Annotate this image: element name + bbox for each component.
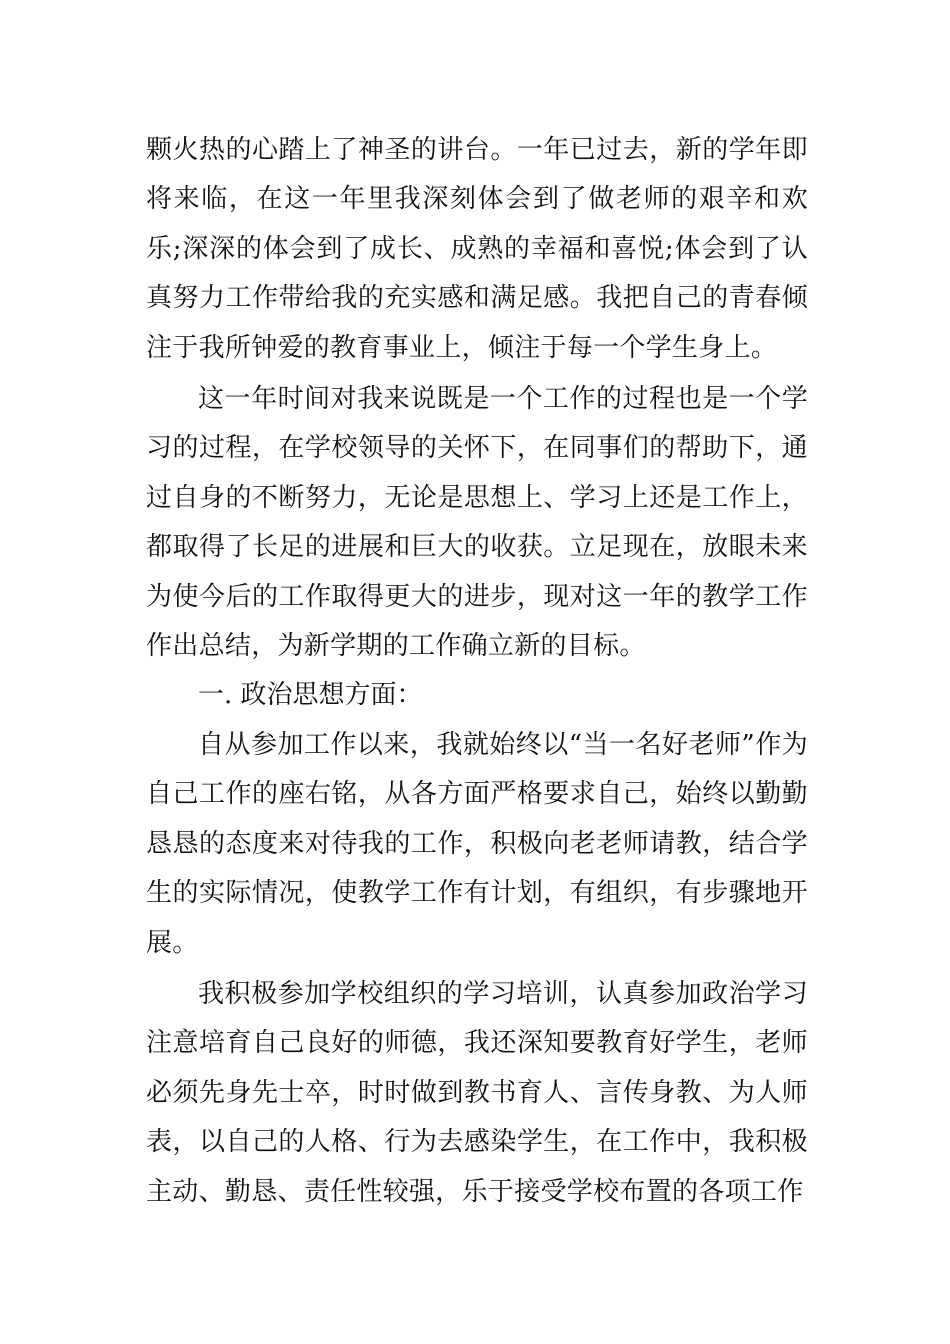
paragraph-continuation: 颗火热的心踏上了神圣的讲台。一年已过去，新的学年即将来临，在这一年里我深刻体会到了做老师的艰辛和欢乐;深深的体会到了成长、成熟的幸福和喜悦;体会到了认真努力工作带给我的充实感和满足感。我把自己的青春倾注于我所钟爱的教育事业上，倾注于每一个学生身上。	[146, 135, 808, 363]
paragraph-political-2: 我积极参加学校组织的学习培训，认真参加政治学习注意培育自己良好的师德，我还深知要教育好学生，老师必须先身先士卒，时时做到教书育人、言传身教、为人师表，以自己的人格、行为去感染学生，在工作中，我积极主动、勤恳、责任性较强，乐于接受学校布置的各项工作	[146, 978, 808, 1207]
paragraph-summary-intro: 这一年时间对我来说既是一个工作的过程也是一个学习的过程，在学校领导的关怀下，在同事们的帮助下，通过自身的不断努力，无论是思想上、学习上还是工作上，都取得了长足的进展和巨大的收获。立足现在，放眼未来为使今后的工作取得更大的进步，现对这一年的教学工作作出总结，为新学期的工作确立新的目标。	[146, 384, 808, 662]
document-page	[146, 126, 808, 1217]
section-heading: 一. 政治思想方面：	[198, 680, 423, 711]
paragraph-political-1: 自从参加工作以来，我就始终以“当一名好老师”作为自己工作的座右铭，从各方面严格要求自己，始终以勤勤恳恳的态度来对待我的工作，积极向老老师请教，结合学生的实际情况，使教学工作有计划，有组织，有步骤地开展。	[146, 729, 808, 958]
